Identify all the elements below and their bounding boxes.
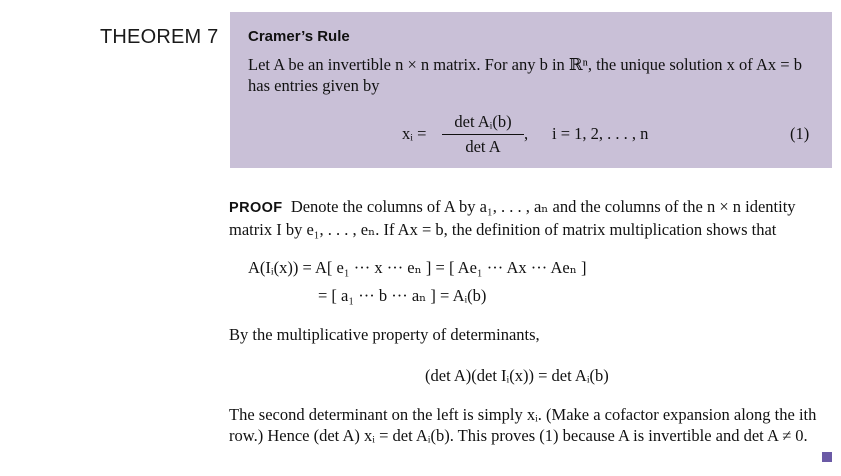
formula-denominator: det A [465, 137, 501, 156]
cramers-formula [230, 112, 832, 154]
formula-numerator: det Aᵢ(b) [442, 112, 524, 135]
display-equation-line2: = [ a₁ ··· b ··· aₙ ] = Aᵢ(b) [318, 286, 487, 305]
qed-box [822, 452, 832, 462]
theorem-box [230, 12, 832, 168]
determinant-equation: (det A)(det Iᵢ(x)) = det Aᵢ(b) [425, 366, 609, 385]
equation-number: (1) [790, 124, 810, 143]
formula-lhs: xᵢ = [402, 124, 427, 143]
theorem-label: THEOREM 7 [100, 26, 219, 48]
formula-fraction [442, 112, 524, 157]
theorem-title: Cramer’s Rule [248, 28, 350, 45]
theorem-statement: Let A be an invertible n × n matrix. For any b in ℝⁿ, the unique solution x of Ax = b has entries given by [248, 55, 802, 95]
proof-paragraph [229, 196, 833, 240]
conclusion-paragraph: The second determinant on the left is simply xᵢ. (Make a cofactor expansion along the ith row.) Hence (det A) xᵢ = det Aᵢ(b). This proves (1) because A is invertible and det A ≠ 0. [229, 405, 817, 445]
proof-label: PROOF [229, 200, 283, 216]
display-equation-line1: A(Iᵢ(x)) = A[ e₁ ··· x ··· eₙ ] = [ Ae₁ ··· Ax ··· Aeₙ ] [248, 258, 587, 277]
formula-index-range: i = 1, 2, . . . , n [552, 124, 649, 143]
proof-intro: Denote the columns of A by a₁, . . . , aₙ and the columns of the n × n identity matrix I by e₁, . . . , eₙ. If Ax = b, the definition of matrix multiplication shows that [229, 197, 796, 239]
formula-comma: , [524, 124, 529, 143]
multiplicative-property-text: By the multiplicative property of determinants, [229, 325, 540, 344]
